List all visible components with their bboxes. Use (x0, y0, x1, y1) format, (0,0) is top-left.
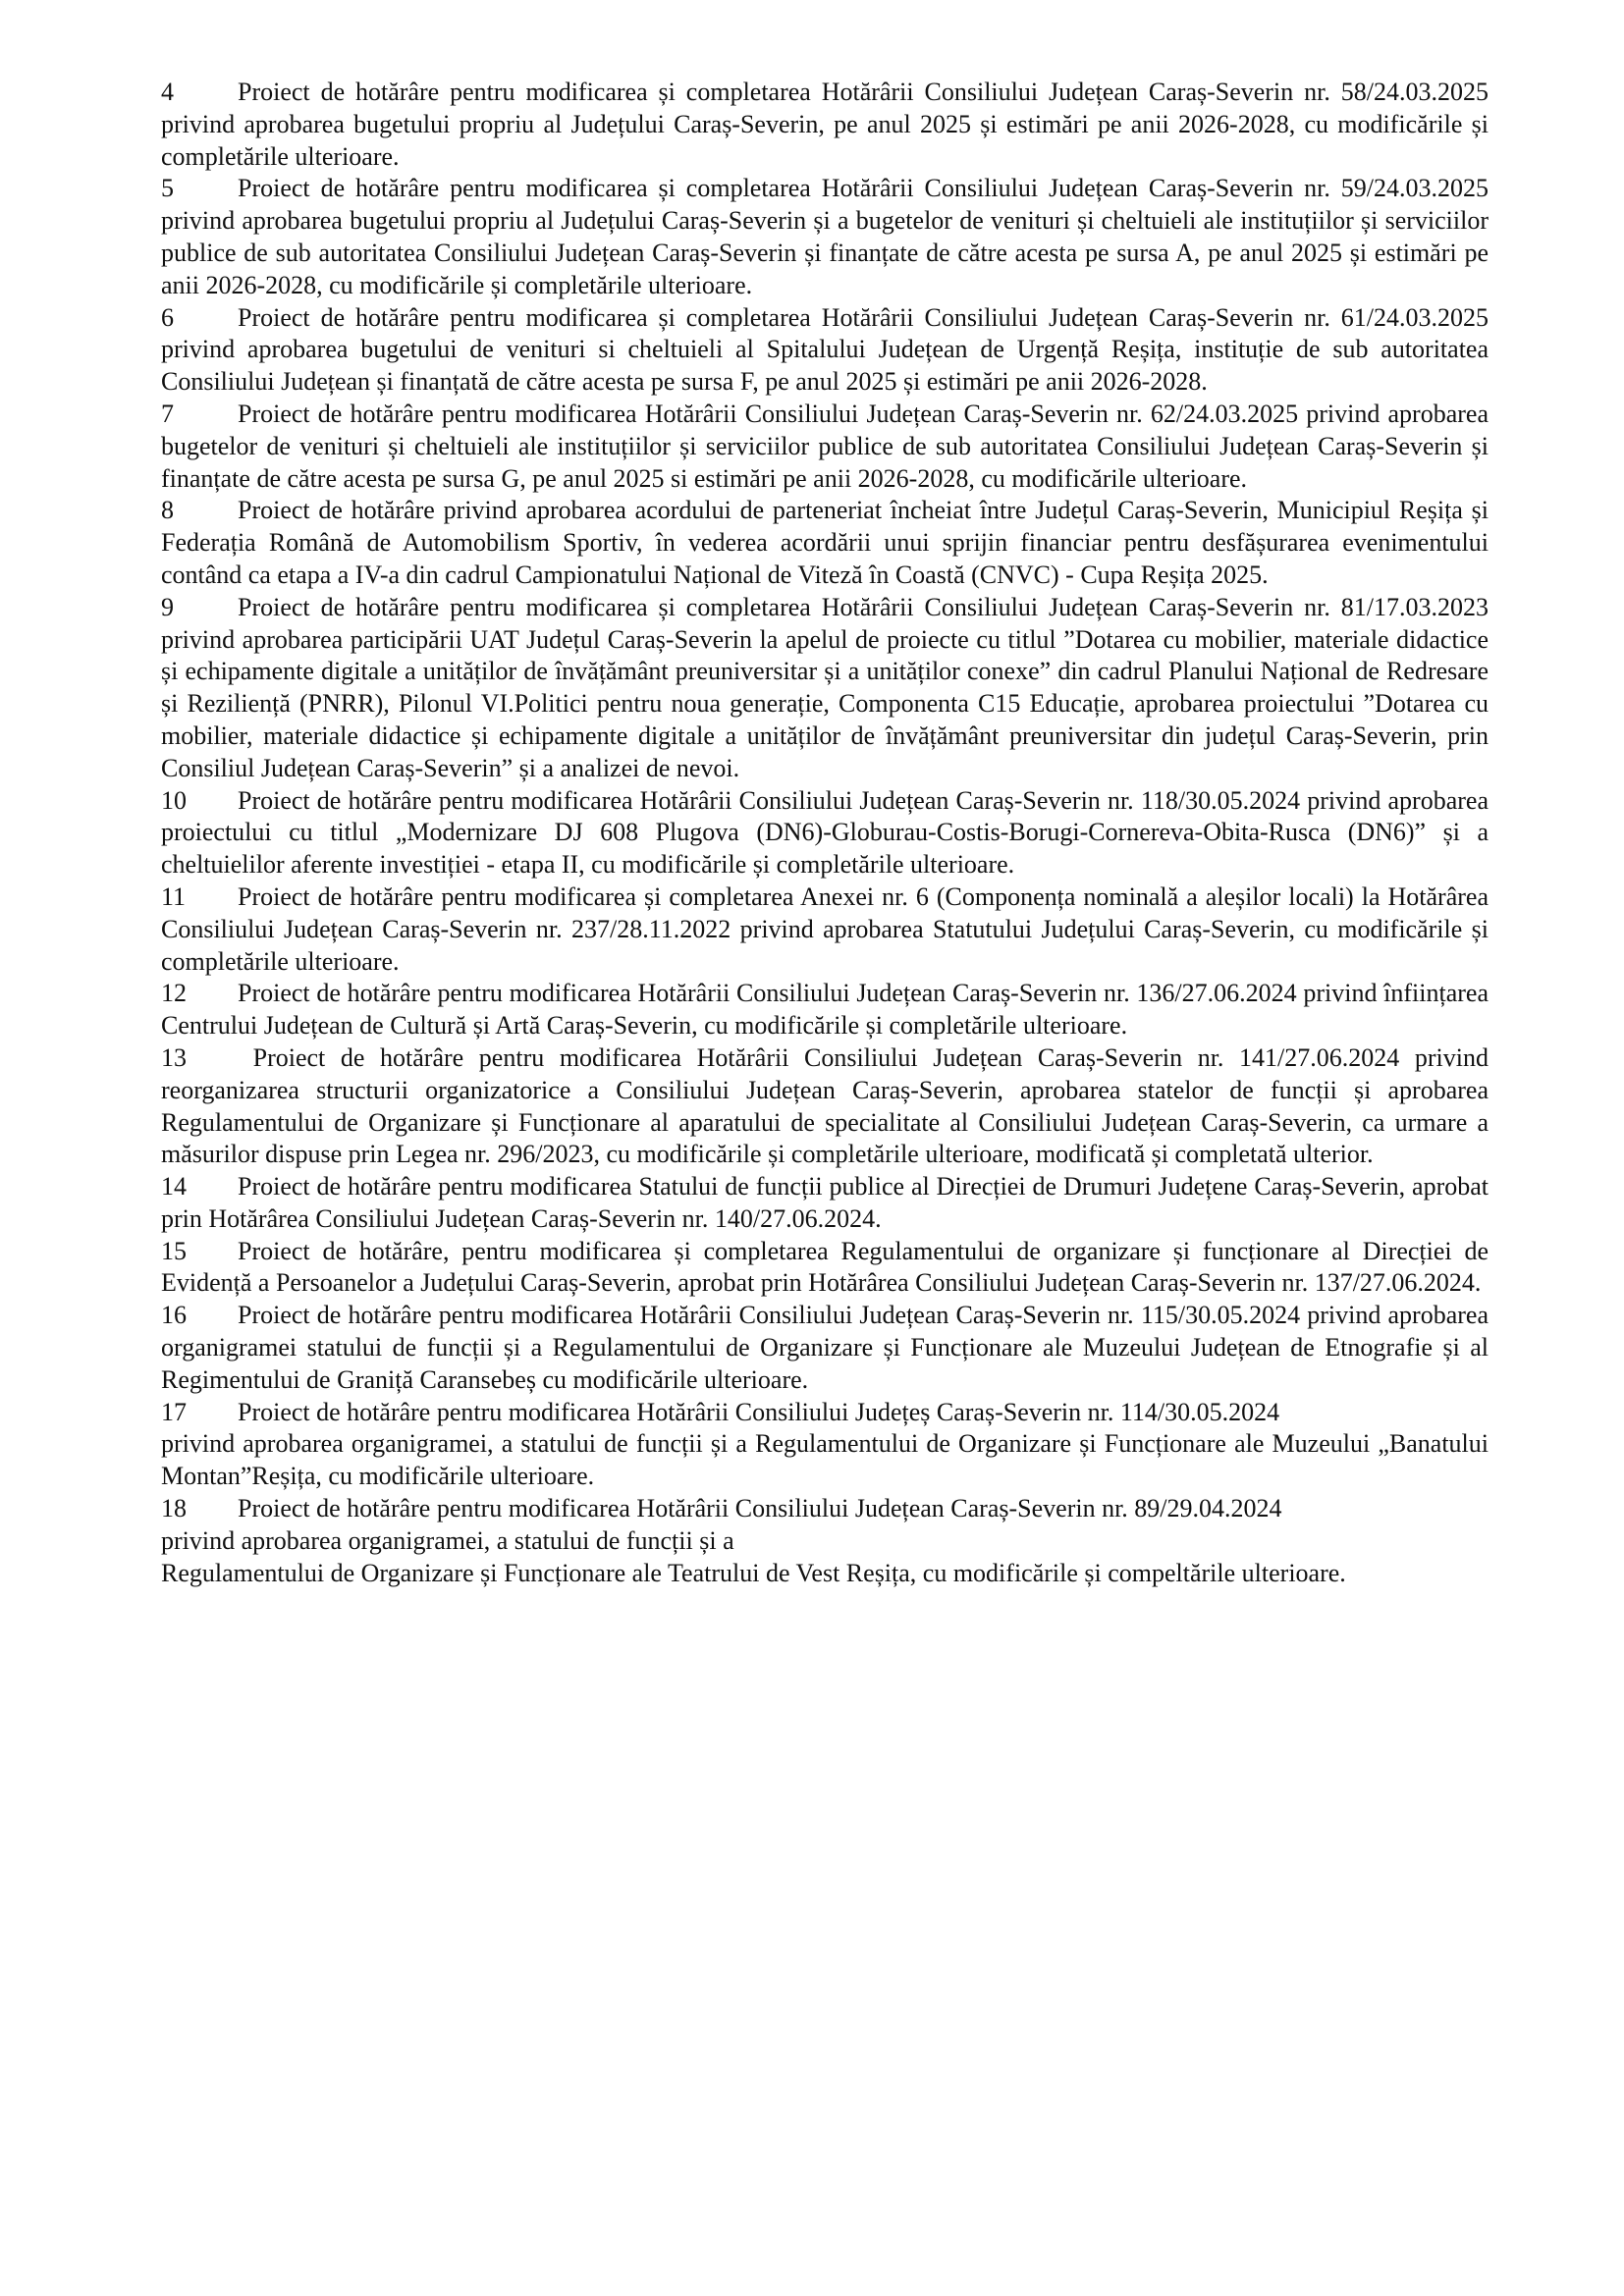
item-number: 7 (161, 399, 174, 428)
item-number: 16 (161, 1301, 187, 1330)
item-number: 15 (161, 1236, 187, 1265)
item-text: Proiect de hotărâre pentru modificarea Hotărârii Consiliului Județeș Caraș-Severin nr. 114/30.05.2024 (238, 1397, 1280, 1426)
item-text: Proiect de hotărâre pentru modificarea Hotărârii Consiliului Județean Caraș-Severin nr. 89/29.04.2024 (238, 1494, 1282, 1523)
item-text: Proiect de hotărâre pentru modificarea și completarea Hotărârii Consiliului Județean Caraș-Severin nr. 81/17.03.2023 privind aprobarea participării UAT Județul Caraș-Severin la apelul de proiecte cu titlul ”Dotarea cu mobilier, materiale didactice și echipamente digitale a unităților de învățământ preuniversitar și a unităților conexe” din cadrul Planului Național de Redresare și Reziliență (PNRR), Pilonul VI.Politici pentru noua generație, Componenta C15 Educație, aprobarea proiectului ”Dotarea cu mobilier, materiale didactice și echipamente digitale a unităților de învățământ preuniversitar din județul Caraș-Severin, prin Consiliul Județean Caraș-Severin” și a analizei de nevoi. (161, 592, 1489, 782)
item-number: 10 (161, 785, 187, 815)
agenda-item-18-continuation (161, 1558, 1489, 1590)
item-text: Proiect de hotărâre pentru modificarea Statului de funcții publice al Direcției de Drumuri Județene Caraș-Severin, aprobat prin Hotărârea Consiliului Județean Caraș-Severin nr. 140/27.06.2024. (161, 1172, 1489, 1233)
item-number: 18 (161, 1494, 187, 1523)
item-text: Proiect de hotărâre pentru modificarea Hotărârii Consiliului Județean Caraș-Severin nr. 136/27.06.2024 privind înființarea Centrului Județean de Cultură și Artă Caraș-Severin, cu modificările și completările ulterioare. (161, 979, 1489, 1041)
agenda-item-12 (161, 978, 1489, 1042)
item-text: Proiect de hotărâre pentru modificarea și completarea Hotărârii Consiliului Județean Caraș-Severin nr. 58/24.03.2025 privind aprobarea bugetului propriu al Județului Caraș-Severin, pe anul 2025 și estimări pe anii 2026-2028, cu modificările și completările ulterioare. (161, 78, 1489, 171)
item-number: 8 (161, 496, 174, 525)
agenda-item-17 (161, 1397, 1489, 1429)
item-number: 14 (161, 1172, 187, 1201)
agenda-item-16 (161, 1300, 1489, 1396)
item-number: 6 (161, 302, 174, 332)
item-number: 11 (161, 881, 187, 911)
item-number: 12 (161, 979, 187, 1008)
agenda-item-17-continuation (161, 1428, 1489, 1493)
agenda-item-11 (161, 881, 1489, 978)
agenda-item-4 (161, 77, 1489, 173)
agenda-item-6 (161, 302, 1489, 399)
agenda-item-8 (161, 495, 1489, 591)
item-text-line-2: privind aprobarea organigramei, a statului de funcții și a (161, 1525, 734, 1555)
item-text: Proiect de hotărâre pentru modificarea Hotărârii Consiliului Județean Caraș-Severin nr. 118/30.05.2024 privind aprobarea proiectului cu titlul „Modernizare DJ 608 Plugova (DN6)-Globurau-Costis-Borugi-Cornereva-Obita-Rusca (DN6)” și a cheltuielilor aferente investiției - etapa II, cu modificările și completările ulterioare. (161, 785, 1489, 880)
item-number: 9 (161, 592, 174, 621)
item-number: 17 (161, 1397, 187, 1426)
agenda-item-14 (161, 1171, 1489, 1236)
item-text: Proiect de hotărâre pentru modificarea și completarea Anexei nr. 6 (Componența nominală a aleșilor locali) la Hotărârea Consiliului Județean Caraș-Severin nr. 237/28.11.2022 privind aprobarea Statutului Județului Caraș-Severin, cu modificările și completările ulterioare. (161, 881, 1489, 976)
item-text-continuation: privind aprobarea organigramei, a statului de funcții și a Regulamentului de Organizare și Funcționare ale Muzeului „Banatului Montan”Reșița, cu modificările ulterioare. (161, 1429, 1489, 1491)
item-text: Proiect de hotărâre pentru modificarea Hotărârii Consiliului Județean Caraș-Severin nr. 62/24.03.2025 privind aprobarea bugetelor de venituri și cheltuieli ale instituțiilor și serviciilor publice de sub autoritatea Consiliului Județean Caraș-Severin și finanțate de către acesta pe sursa G, pe anul 2025 si estimări pe anii 2026-2028, cu modificările ulterioare. (161, 399, 1489, 493)
item-text: Proiect de hotărâre privind aprobarea acordului de parteneriat încheiat între Județul Caraș-Severin, Municipiul Reșița și Federația Română de Automobilism Sportiv, în vederea acordării unui sprijin financiar pentru desfășurarea evenimentului contând ca etapa a IV-a din cadrul Campionatului Național de Viteză în Coastă (CNVC) - Cupa Reșița 2025. (161, 496, 1489, 589)
agenda-item-15 (161, 1236, 1489, 1301)
item-text: Proiect de hotărâre pentru modificarea Hotărârii Consiliului Județean Caraș-Severin nr. 141/27.06.2024 privind reorganizarea structurii organizatorice a Consiliului Județean Caraș-Severin, aprobarea statelor de funcții și aprobarea Regulamentului de Organizare și Funcționare al aparatului de specialitate al Consiliului Județean Caraș-Severin, ca urmare a măsurilor dispuse prin Legea nr. 296/2023, cu modificările și completările ulterioare, modificată și completată ulterior. (161, 1042, 1489, 1169)
document-page (161, 77, 1489, 1589)
item-text-continuation: Regulamentului de Organizare și Funcționare ale Teatrului de Vest Reșița, cu modificările și compeltările ulterioare. (161, 1558, 1346, 1587)
agenda-item-9 (161, 592, 1489, 785)
agenda-item-7 (161, 399, 1489, 495)
item-text: Proiect de hotărâre pentru modificarea și completarea Hotărârii Consiliului Județean Caraș-Severin nr. 59/24.03.2025 privind aprobarea bugetului propriu al Județului Caraș-Severin și a bugetelor de venituri și cheltuieli ale instituțiilor și serviciilor publice de sub autoritatea Consiliului Județean Caraș-Severin și finanțate de către acesta pe sursa A, pe anul 2025 și estimări pe anii 2026-2028, cu modificările și completările ulterioare. (161, 174, 1489, 299)
item-text: Proiect de hotărâre, pentru modificarea și completarea Regulamentului de organizare și funcționare al Direcției de Evidență a Persoanelor a Județului Caraș-Severin, aprobat prin Hotărârea Consiliului Județean Caraș-Severin nr. 137/27.06.2024. (161, 1236, 1489, 1298)
agenda-item-10 (161, 785, 1489, 881)
agenda-item-5 (161, 173, 1489, 301)
item-number: 4 (161, 78, 174, 106)
agenda-item-18 (161, 1493, 1489, 1558)
item-number: 5 (161, 174, 174, 203)
item-text: Proiect de hotărâre pentru modificarea Hotărârii Consiliului Județean Caraș-Severin nr. 115/30.05.2024 privind aprobarea organigramei statului de funcții și a Regulamentului de Organizare și Funcționare ale Muzeului Județean de Etnografie și al Regimentului de Graniță Caransebeș cu modificările ulterioare. (161, 1301, 1489, 1394)
agenda-item-13 (161, 1042, 1489, 1171)
item-number: 13 (161, 1042, 187, 1072)
item-text: Proiect de hotărâre pentru modificarea și completarea Hotărârii Consiliului Județean Caraș-Severin nr. 61/24.03.2025 privind aprobarea bugetului de venituri si cheltuieli al Spitalului Județean de Urgență Reșița, instituție de sub autoritatea Consiliului Județean și finanțată de către acesta pe sursa F, pe anul 2025 și estimări pe anii 2026-2028. (161, 302, 1489, 397)
